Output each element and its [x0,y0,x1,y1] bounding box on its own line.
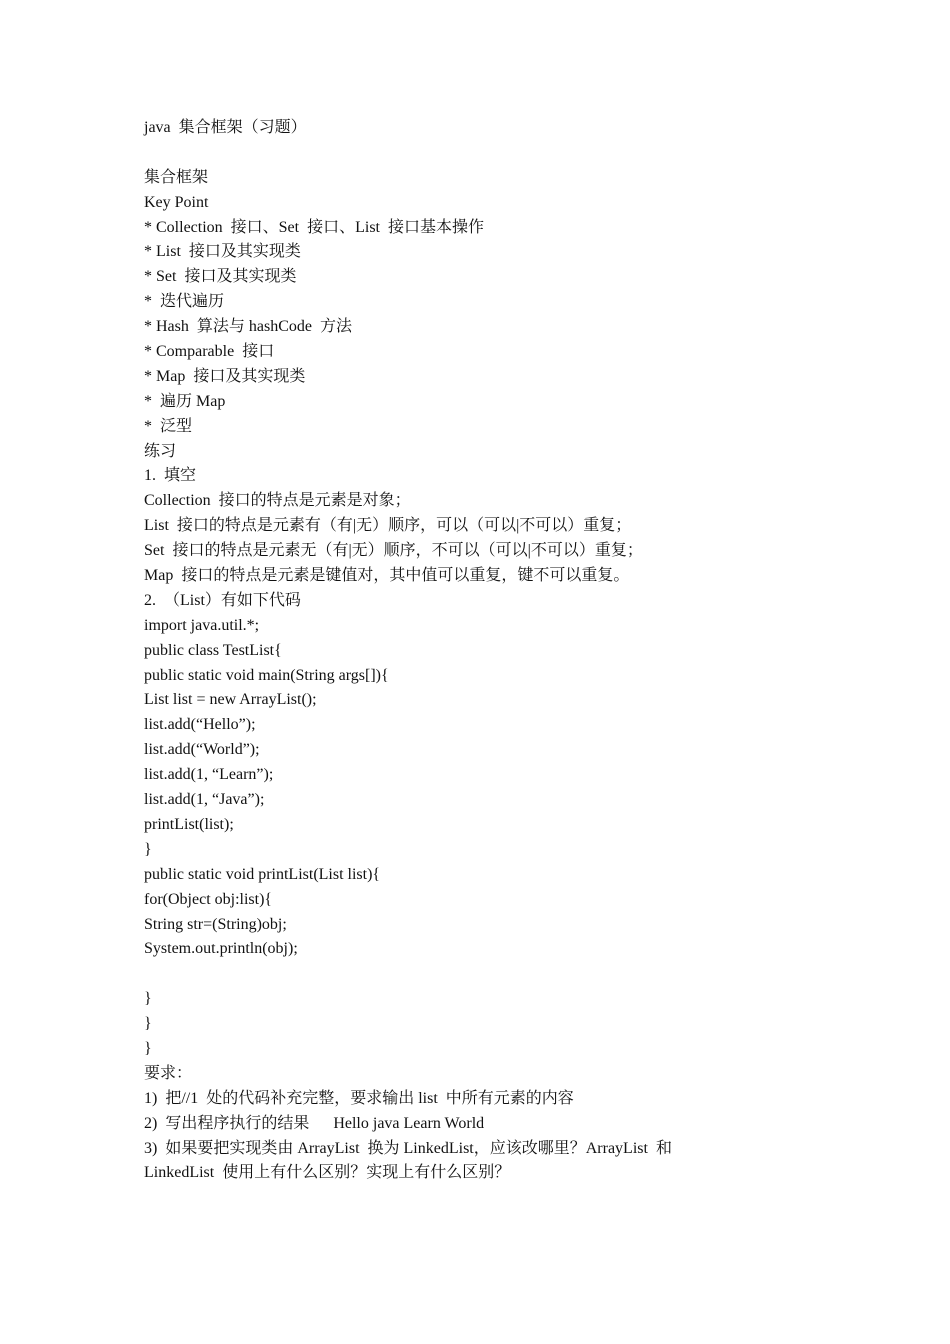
key-point-item: * Map 接口及其实现类 [144,367,306,385]
key-point-item: * Comparable 接口 [144,343,275,361]
fill-in-line: Map 接口的特点是元素是键值对，其中值可以重复，键不可以重复。 [144,567,630,585]
fill-in-line: Set 接口的特点是元素无（有|无）顺序，不可以（可以|不可以）重复； [144,542,643,560]
code-line: public static void main(String args[]){ [144,666,389,684]
document-body [144,116,864,1186]
code-line: String str=(String)obj; [144,915,287,933]
code-line: list.add(“Hello”); [144,716,256,734]
code-line: } [144,840,152,858]
question-1-heading: 1. 填空 [144,467,197,485]
question-2-heading: 2. （List）有如下代码 [144,591,301,609]
code-line: System.out.println(obj); [144,940,298,958]
code-line: for(Object obj:list){ [144,890,273,908]
code-line: } [144,1039,152,1057]
code-line: } [144,1015,152,1033]
code-line: list.add(1, “Java”); [144,791,265,809]
requirements-list [144,1087,864,1187]
code-line: public class TestList{ [144,641,282,659]
code-line: list.add(“World”); [144,741,260,759]
code-line: List list = new ArrayList(); [144,691,317,709]
key-point-item: * 泛型 [144,417,193,435]
code-blank-line [144,962,864,987]
code-block [144,614,864,1062]
key-point-item: * List 接口及其实现类 [144,243,301,261]
code-line: import java.util.*; [144,616,260,634]
code-line: list.add(1, “Learn”); [144,766,274,784]
code-line: printList(list); [144,815,234,833]
fill-in-line: Collection 接口的特点是元素是对象； [144,492,411,510]
section-heading: 集合框架 [144,168,209,186]
key-point-heading: Key Point [144,193,209,211]
requirement-item: 3) 如果要把实现类由 ArrayList 换为 LinkedList，应该改哪里？ArrayList 和 [144,1139,672,1157]
requirement-item: 1) 把//1 处的代码补充完整，要求输出 list 中所有元素的内容 [144,1089,574,1107]
requirements-heading: 要求： [144,1064,193,1082]
requirement-item: LinkedList 使用上有什么区别？实现上有什么区别？ [144,1164,511,1182]
document-title: java 集合框架（习题） [144,119,307,136]
fill-in-line: List 接口的特点是元素有（有|无）顺序，可以（可以|不可以）重复； [144,517,632,535]
exercise-heading: 练习 [144,442,177,460]
key-point-item: * Set 接口及其实现类 [144,268,297,286]
key-point-list [144,216,864,440]
code-line: } [144,990,152,1008]
key-point-item: * 遍历 Map [144,392,226,410]
key-point-item: * 迭代遍历 [144,293,225,311]
key-point-item: * Collection 接口、Set 接口、List 接口基本操作 [144,218,484,236]
question-1-answers [144,489,864,589]
code-line: public static void printList(List list){ [144,865,381,883]
key-point-item: * Hash 算法与 hashCode 方法 [144,318,352,336]
requirement-item: 2) 写出程序执行的结果 Hello java Learn World [144,1114,485,1132]
